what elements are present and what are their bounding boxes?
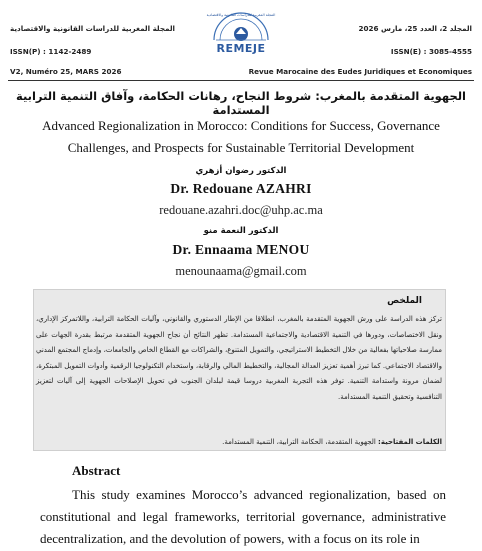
issue-info-ar: المجلد 2، العدد 25، مارس 2026 [358, 24, 472, 33]
abstract-en-title: Abstract [72, 463, 121, 478]
issn-electronic: ISSN(E) : 3085-4555 [390, 47, 472, 56]
article-title-en: Advanced Regionalization in Morocco: Conditions for Success, Governance Challenges, and Prospects for Sustainable Territorial Development [42, 118, 440, 155]
keywords-ar-label: الكلمات المفتاحية: [378, 438, 442, 446]
article-title-ar: الجهوية المتقدمة بالمغرب: شروط النجاح، رهانات الحكامة، وآفاق التنمية الترابية المستدامة [16, 89, 466, 117]
author1-name-ar: الدكتور رضوان أزهري [195, 166, 287, 176]
author2-name-ar: الدكتور النعمة منو [203, 226, 279, 236]
logo-arc-text: المجلة المغربية للدراسات القانونية والاقتصادية [206, 13, 276, 17]
logo-text: REMEJE [216, 42, 266, 55]
author2-name-en: Dr. Ennaama MENOU [172, 242, 310, 257]
logo-emblem-icon [206, 4, 276, 44]
author2-email: menounaama@gmail.com [175, 264, 307, 278]
author1-name-en: Dr. Redouane AZAHRI [170, 181, 312, 196]
keywords-ar-list: الجهوية المتقدمة، الحكامة الترابية، التنمية المستدامة. [222, 438, 376, 446]
journal-logo [206, 4, 276, 58]
header-divider [8, 80, 474, 81]
issn-print: ISSN(P) : 1142-2489 [10, 47, 92, 56]
abstract-ar-body: تركز هذه الدراسة على ورش الجهوية المتقدمة بالمغرب، انطلاقا من الإطار الدستوري والقانوني، وآليات الحكامة الترابية، واللاتمركز الإداري، ونقل الاختصاصات، ودورها في التنمية الاقتصادية والاجتماعية المستدامة. تظهر النتائج أن نجاح الجهوية المتقدمة مرتبط بقدرة الجهات على ممارسة صلاحياتها بفعالية من خلال التخطيط الاستراتيجي، والتمويل المتنوع، والشراكات مع القطاع الخاص والجامعات، وإدماج المجتمع المدني والاقتصاد الاجتماعي. كما تبرز أهمية تعزيز العدالة المجالية، والتخطيط المالي والرقابة، واستخدام التكنولوجيا الرقمية وأدوات التمويل المبتكرة، لضمان مرونة واستدامة التنمية. توفر هذه التجربة المغربية دروسا قيمة لبلدان الجنوب في تحويل الإصلاحات الجهوية إلى آليات لتعزيز التنافسية وتحقيق التنمية المستدامة. [36, 315, 442, 401]
abstract-ar-title: الملخص [387, 296, 422, 306]
journal-name-ar: المجلة المغربية للدراسات القانونية والاقتصادية [10, 24, 176, 33]
keywords-ar [222, 438, 442, 446]
abstract-en-body: This study examines Morocco’s advanced regionalization, based on constitutional and legal frameworks, territorial governance, administrative decentralization, and the devolution of powers, with a focus on its role in [40, 487, 446, 546]
author1-email: redouane.azahri.doc@uhp.ac.ma [159, 203, 323, 217]
journal-name-fr: Revue Marocaine des Eudes Juridiques et Economiques [248, 67, 472, 76]
issue-info-fr: V2, Numéro 25, MARS 2026 [10, 67, 122, 76]
